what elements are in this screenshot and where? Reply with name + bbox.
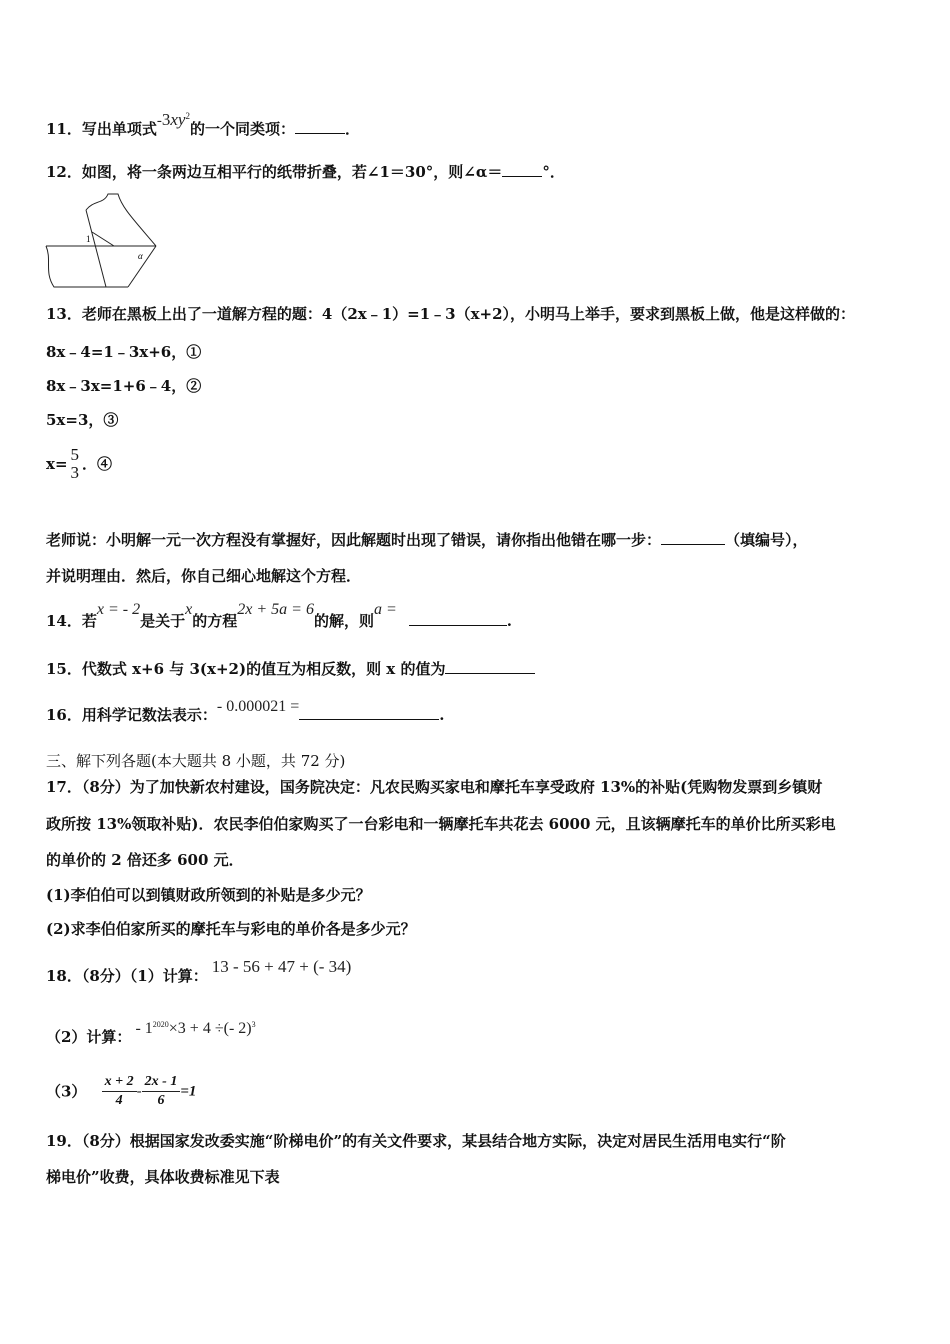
q18-part-1: 18．（8分）（1）计算： 13 - 56 + 47 + (- 34): [46, 957, 352, 985]
q13-teacher-line-2: 并说明理由．然后，你自己细心地解这个方程．: [46, 567, 362, 585]
q19-line-2: 梯电价”收费，具体收费标准见下表: [46, 1168, 280, 1186]
q18-fraction-1: $\frac{x + 2}{4}$: [102, 1073, 137, 1110]
q18-part-3: （3） $\frac{x + 2}{4}$ - $\frac{2x - 1}{6}$ =1: [46, 1074, 197, 1108]
q17-part-2: (2)求李伯伯家所买的摩托车与彩电的单价各是多少元？: [46, 920, 416, 938]
q13-teacher-line-1: 老师说：小明解一元一次方程没有掌握好，因此解题时出现了错误，请你指出他错在哪一步： （填编号），: [46, 531, 808, 549]
q15-answer-blank[interactable]: [445, 659, 535, 674]
q16-answer-blank[interactable]: [299, 705, 439, 720]
q11-prefix: 11．写出单项式: [46, 120, 157, 138]
angle-1-label: 1: [86, 234, 91, 244]
q12-answer-blank[interactable]: [502, 162, 542, 177]
q19-line-1: 19．（8分）根据国家发改委实施“阶梯电价”的有关文件要求，某县结合地方实际，决定对居民生活用电实行“阶: [46, 1132, 786, 1150]
q13-answer-blank[interactable]: [661, 530, 725, 545]
question-13-stem: 13．老师在黑板上出了一道解方程的题：4（2x﹣1）=1﹣3（x+2），小明马上举手，要求到黑板上做，他是这样做的：: [46, 305, 856, 323]
q13-step-4: x= 5 3 ．④: [46, 445, 113, 482]
q14-answer-blank[interactable]: [409, 611, 507, 626]
q13-step4-fraction: 5 3: [70, 445, 80, 482]
q17-part-1: (1)李伯伯可以到镇财政所领到的补贴是多少元？: [46, 886, 371, 904]
q11-monomial: $-3xy^2$: [156, 110, 190, 129]
q17-line-3: 的单价的 2 倍还多 600 元．: [46, 851, 244, 869]
question-16: 16．用科学记数法表示：- 0.000021 = .: [46, 698, 445, 724]
q13-step-3: 5x=3，③: [46, 411, 119, 429]
q11-suffix: 的一个同类项：: [189, 120, 295, 138]
q18-part2-expression: - $1^{2020}\times 3 + 4$ ÷(- 2)$^3$: [135, 1020, 256, 1037]
q11-answer-blank[interactable]: [295, 119, 345, 134]
q13-step-1: 8x﹣4=1﹣3x+6，①: [46, 343, 202, 361]
question-12: 12．如图，将一条两边互相平行的纸带折叠，若∠1＝30°，则∠α＝ °．: [46, 163, 565, 181]
q18-fraction-2: $\frac{2x - 1}{6}$: [142, 1073, 181, 1110]
question-11: 11．写出单项式$-3xy^2$的一个同类项： ．: [46, 110, 360, 138]
angle-alpha-label: α: [138, 251, 143, 261]
section-3-title: 三、解下列各题(本大题共 8 小题，共 72 分): [46, 752, 346, 770]
q17-line-2: 政所按 13%领取补贴)．农民李伯伯家购买了一台彩电和一辆摩托车共花去 6000 元，且该辆摩托车的单价比所买彩电: [46, 815, 836, 833]
q13-step-2: 8x﹣3x=1+6﹣4，②: [46, 377, 202, 395]
question-14: 14．若x = - 2是关于x的方程2x + 5a = 6的解，则a =.: [46, 601, 512, 630]
q18-part1-expression: 13 - 56 + 47 + (- 34): [211, 957, 352, 976]
folded-strip-figure: [44, 190, 164, 290]
question-15: 15．代数式 x+6 与 3(x+2)的值互为相反数，则 x 的值为: [46, 659, 535, 679]
q18-part-2: （2）计算： - $1^{2020}\times 3 + 4$ ÷(- 2)$^3$: [46, 1020, 256, 1046]
q12-text: 12．如图，将一条两边互相平行的纸带折叠，若∠1＝30°，则∠α＝: [46, 163, 503, 181]
q17-line-1: 17．（8分）为了加快新农村建设，国务院决定：凡农民购买家电和摩托车享受政府 13%的补贴(凭购物发票到乡镇财: [46, 778, 823, 796]
